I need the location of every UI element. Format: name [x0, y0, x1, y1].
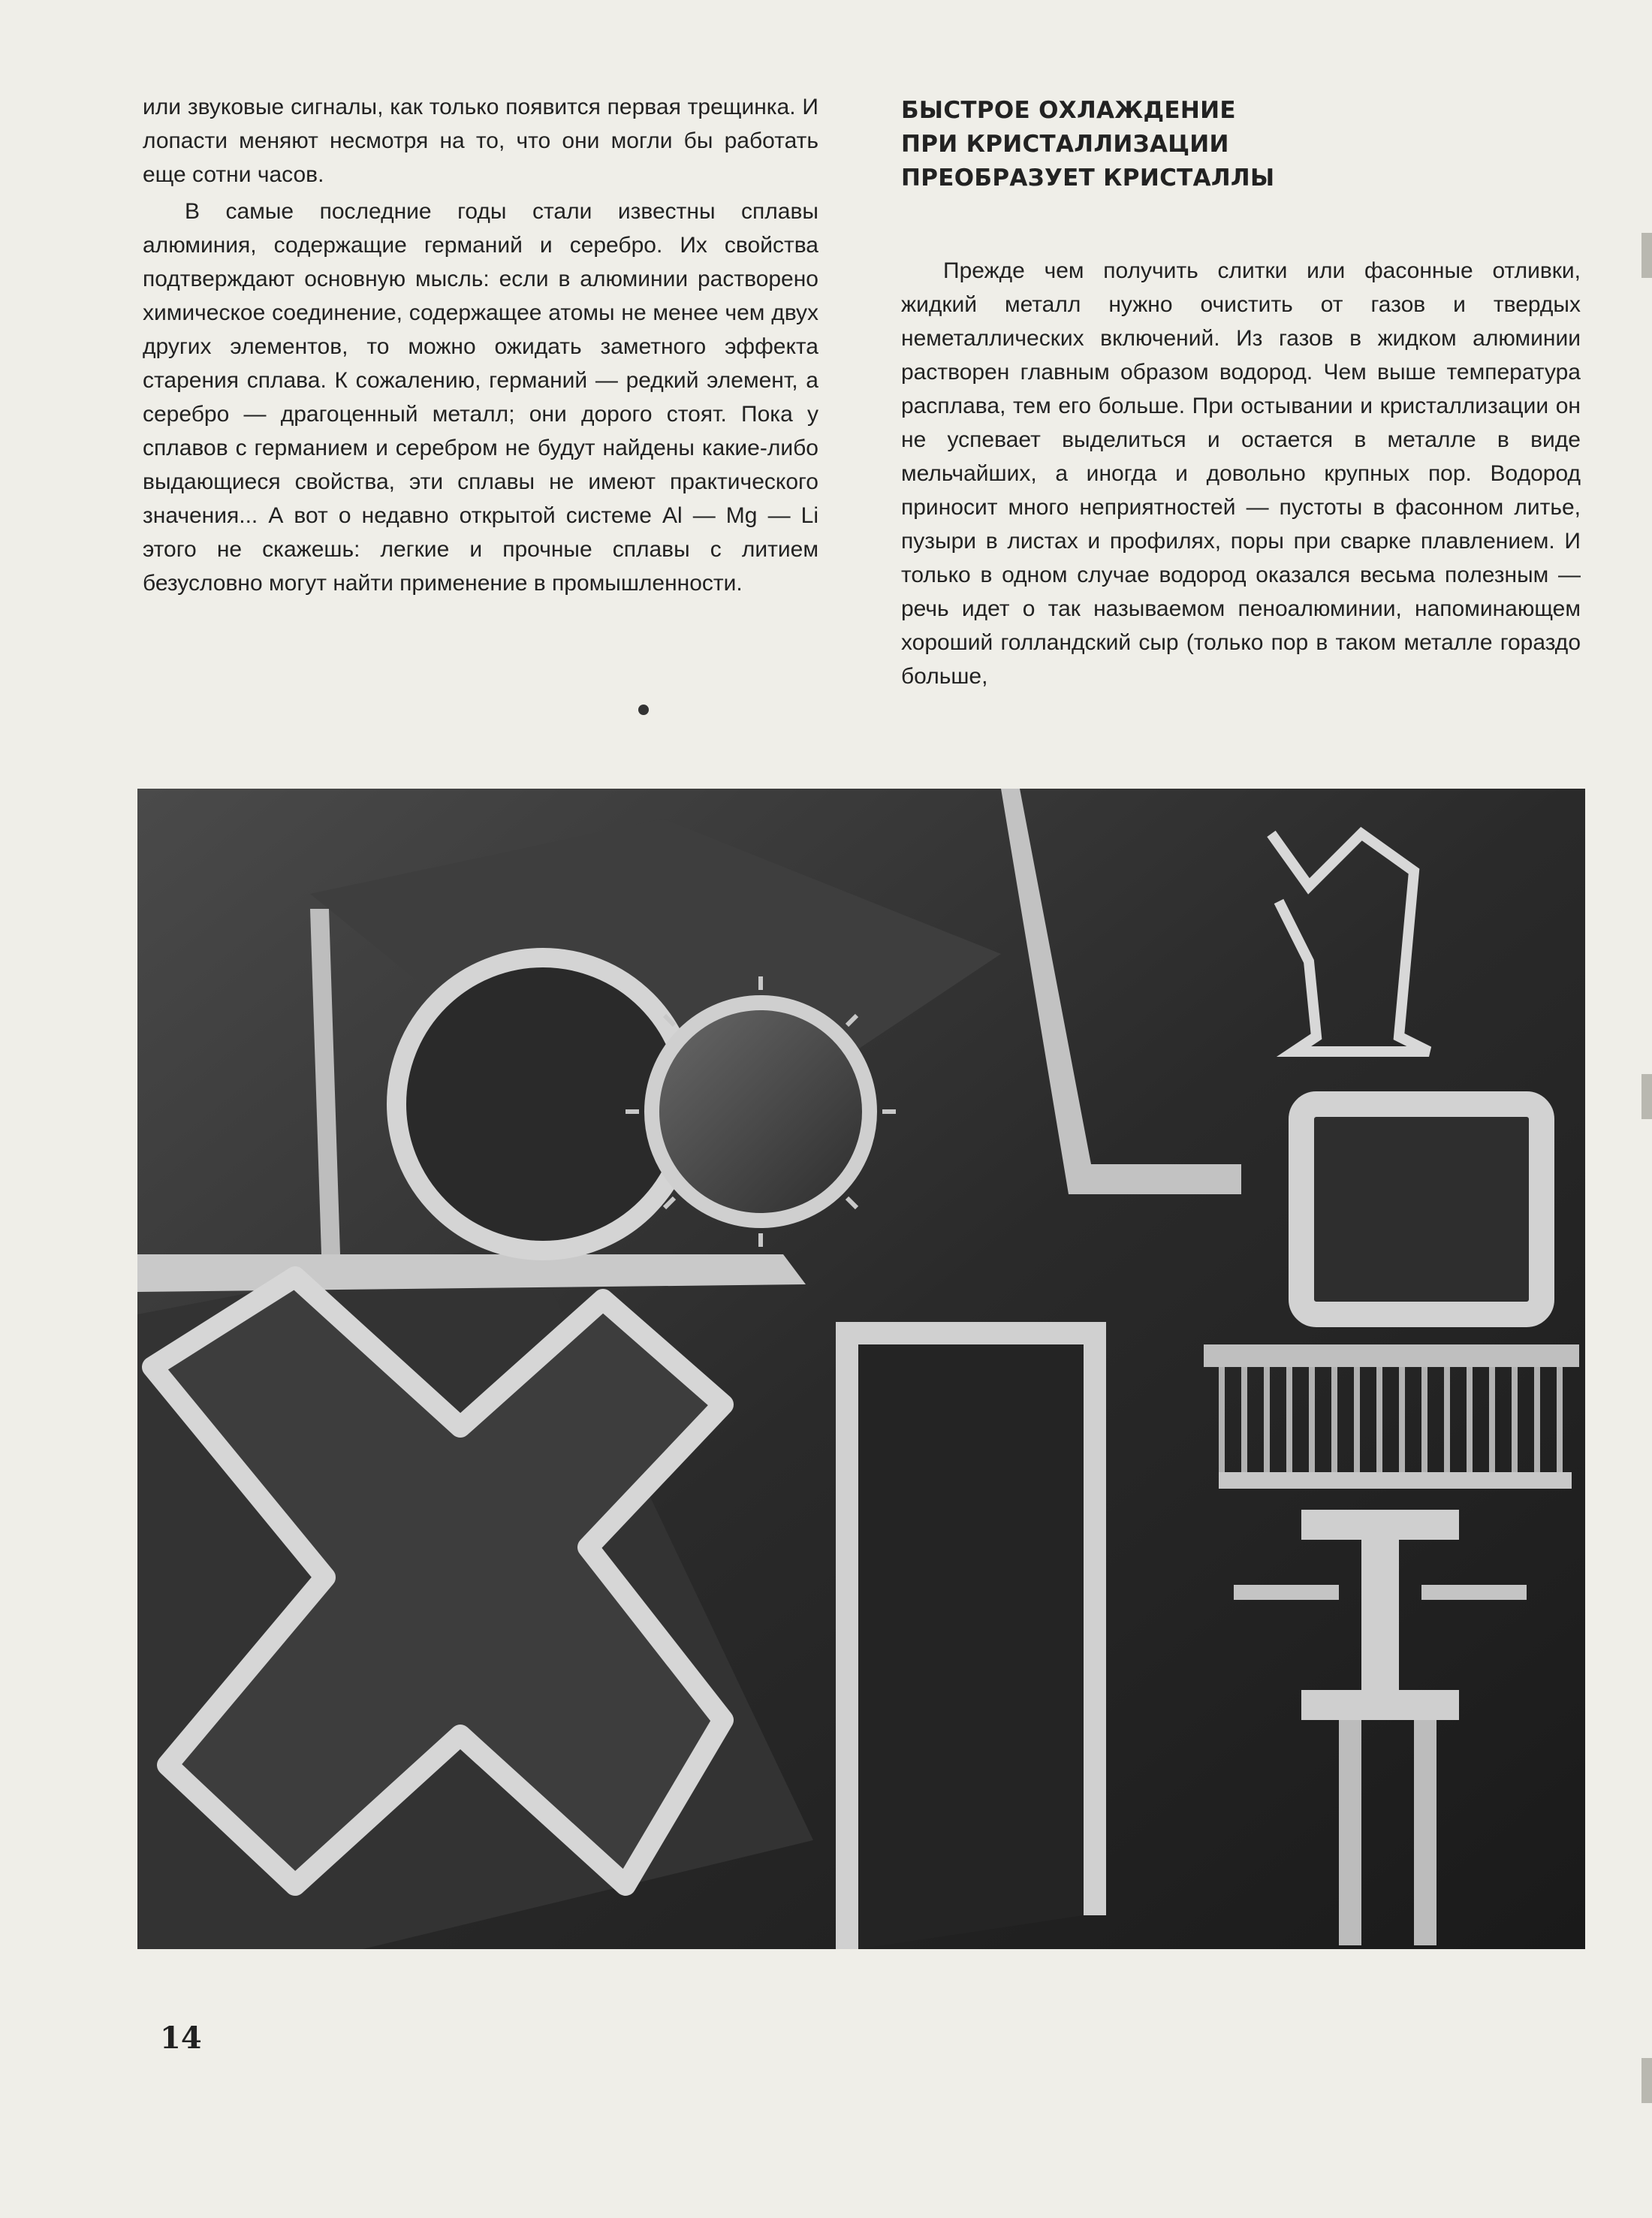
section-bullet — [638, 705, 649, 715]
page-number: 14 — [160, 2020, 202, 2056]
heading-line-2: ПРИ КРИСТАЛЛИЗАЦИИ — [901, 131, 1229, 158]
scan-edge-mark-bottom — [1641, 2058, 1652, 2103]
aluminum-profiles-photo — [137, 789, 1585, 1949]
left-text-column — [143, 90, 818, 600]
section-heading — [901, 94, 1581, 195]
heading-line-1: БЫСТРОЕ ОХЛАЖДЕНИЕ — [901, 97, 1236, 124]
left-paragraph-1: или звуковые сигналы, как только появится первая трещинка. И лопасти меняют несмотря на то, что они могли бы работать еще сотни часов. — [143, 95, 818, 187]
photo-illustration — [137, 789, 1585, 1949]
heading-line-3: ПРЕОБРАЗУЕТ КРИСТАЛЛЫ — [901, 164, 1275, 192]
scan-edge-mark-middle — [1641, 1074, 1652, 1119]
right-paragraph: Прежде чем получить слитки или фасонные отливки, жидкий металл нужно очистить от газов и твердых неметаллических включений. Из газов в жидком алюминии растворен главным образом водород. Чем выше температура расплава, тем его больше. При остывании и кристаллизации он не успевает выделиться и остается в металле в виде мельчайших, а иногда и довольно крупных пор. Водород приносит много неприятностей — пустоты в фасонном литье, пузыри в листах и профилях, поры при сварке плавлением. И только в одном случае водород оказался весьма полезным — речь идет о так называемом пеноалюминии, напоминающем хороший голландский сыр (только пор в таком металле гораздо больше, — [901, 258, 1581, 689]
right-text-column — [901, 94, 1581, 693]
scan-edge-mark-top — [1641, 233, 1652, 278]
left-paragraph-2: В самые последние годы стали известны сплавы алюминия, содержащие германий и серебро. Их свойства подтверждают основную мысль: если в алюминии растворено химическое соединение, содержащее атомы не менее чем двух других элементов, то можно ожидать заметного эффекта старения сплава. К сожалению, германий — редкий элемент, а серебро — драгоценный металл; они дорого стоят. Пока у сплавов с германием и серебром не будут найдены какие-либо выдающиеся свойства, эти сплавы не имеют практического значения... А вот о недавно открытой системе Al — Mg — Li этого не скажешь: легкие и прочные сплавы с литием безусловно могут найти применение в промышленности. — [143, 199, 818, 596]
